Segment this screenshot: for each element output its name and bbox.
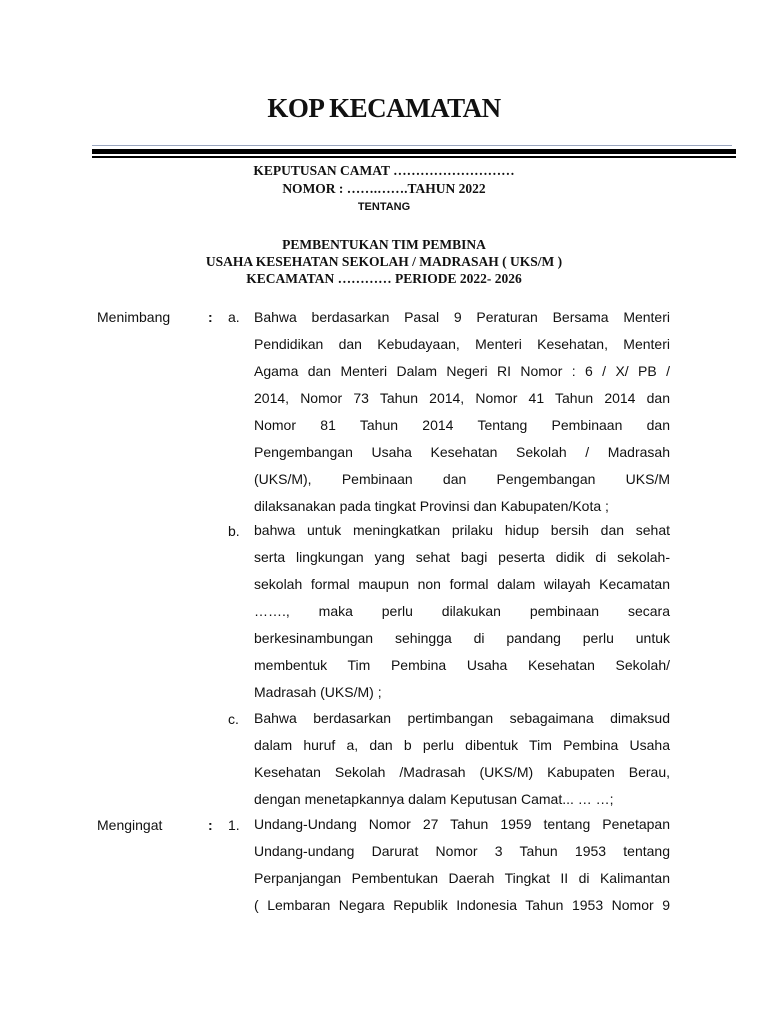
mengingat-label: Mengingat [97, 817, 163, 833]
menimbang-colon: : [208, 309, 213, 325]
mengingat-1-line: ( Lembaran Negara Republik Indonesia Tahun 1953 Nomor 9 [254, 897, 670, 913]
letterhead-thick-rule [92, 149, 736, 154]
mengingat-colon: : [208, 817, 213, 833]
letterhead-double-rule [92, 156, 736, 158]
menimbang-a-line: Nomor 81 Tahun 2014 Tentang Pembinaan dan [254, 417, 670, 433]
mengingat-1-line: Undang-Undang Nomor 27 Tahun 1959 tentang Penetapan [254, 816, 670, 832]
menimbang-b-marker: b. [228, 523, 240, 539]
decree-tentang: TENTANG [357, 201, 411, 213]
mengingat-1-line: Perpanjangan Pembentukan Daerah Tingkat II di Kalimantan [254, 870, 670, 886]
menimbang-label: Menimbang [97, 309, 171, 325]
menimbang-a-line: Bahwa berdasarkan Pasal 9 Peraturan Bersama Menteri [254, 309, 670, 325]
menimbang-a-line: Pengembangan Usaha Kesehatan Sekolah / Madrasah [254, 444, 670, 460]
menimbang-a-line: Pendidikan dan Kebudayaan, Menteri Kesehatan, Menteri [254, 336, 670, 352]
mengingat-1-line: Undang-undang Darurat Nomor 3 Tahun 1953 tentang [254, 843, 670, 859]
menimbang-b-line: sekolah formal maupun non formal dalam wilayah Kecamatan [254, 576, 670, 592]
decree-subject-line-3: KECAMATAN ………… PERIODE 2022- 2026 [246, 271, 522, 286]
decree-subject-line-2: USAHA KESEHATAN SEKOLAH / MADRASAH ( UKS/M ) [205, 254, 563, 269]
menimbang-b-line: membentuk Tim Pembina Usaha Kesehatan Sekolah/ [254, 657, 670, 673]
menimbang-a-text [254, 304, 670, 520]
menimbang-b-line: ……., maka perlu dilakukan pembinaan secara [254, 603, 670, 619]
decree-subject-line-1: PEMBENTUKAN TIM PEMBINA [282, 237, 486, 252]
menimbang-c-line: Bahwa berdasarkan pertimbangan sebagaimana dimaksud [254, 710, 670, 726]
decree-title: KEPUTUSAN CAMAT ……………………… [253, 163, 515, 178]
menimbang-b-line: berkesinambungan sehingga di pandang perlu untuk [254, 630, 670, 646]
menimbang-b-line: serta lingkungan yang sehat bagi peserta didik di sekolah- [254, 549, 670, 565]
menimbang-b-line: Madrasah (UKS/M) ; [254, 684, 382, 700]
letterhead-title: KOP KECAMATAN [267, 93, 501, 123]
decree-number: NOMOR : …….…….TAHUN 2022 [282, 181, 486, 196]
menimbang-a-line: 2014, Nomor 73 Tahun 2014, Nomor 41 Tahun 2014 dan [254, 390, 670, 406]
menimbang-a-line: Agama dan Menteri Dalam Negeri RI Nomor : 6 / X/ PB / [254, 363, 670, 379]
mengingat-1-marker: 1. [228, 817, 240, 833]
menimbang-c-text [254, 705, 670, 813]
letterhead-thin-rule [92, 145, 732, 146]
menimbang-a-line: (UKS/M), Pembinaan dan Pengembangan UKS/M [254, 471, 670, 487]
menimbang-b-line: bahwa untuk meningkatkan prilaku hidup bersih dan sehat [254, 522, 670, 538]
menimbang-b-text [254, 517, 670, 706]
menimbang-c-line: Kesehatan Sekolah /Madrasah (UKS/M) Kabupaten Berau, [254, 764, 670, 780]
menimbang-a-line: dilaksanakan pada tingkat Provinsi dan Kabupaten/Kota ; [254, 498, 609, 514]
menimbang-a-marker: a. [228, 309, 240, 325]
menimbang-c-line: dalam huruf a, dan b perlu dibentuk Tim Pembina Usaha [254, 737, 670, 753]
menimbang-c-line: dengan menetapkannya dalam Keputusan Camat... … …; [254, 791, 614, 807]
menimbang-c-marker: c. [228, 711, 239, 727]
mengingat-1-text [254, 811, 670, 919]
